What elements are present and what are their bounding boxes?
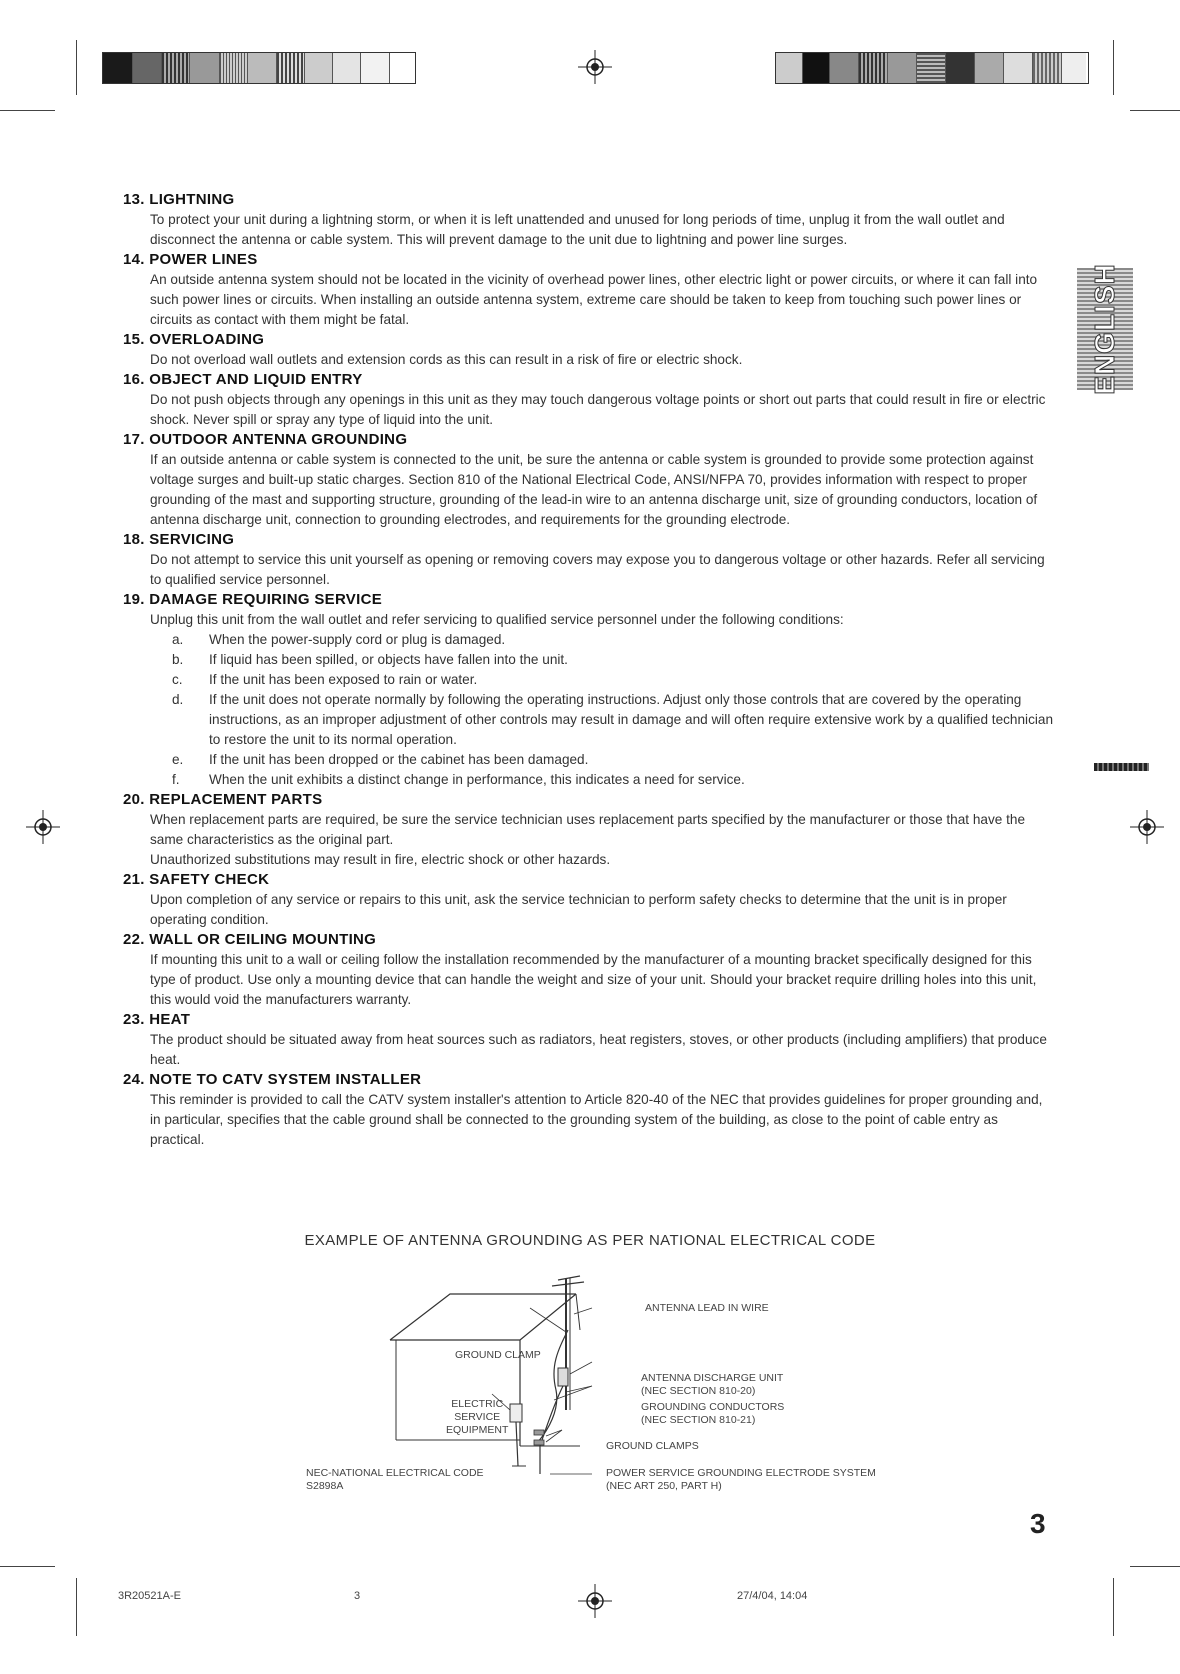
section-number: 20. <box>123 791 145 808</box>
label-line: POWER SERVICE GROUNDING ELECTRODE SYSTEM <box>606 1467 876 1479</box>
section <box>123 430 1053 530</box>
section-text: Unauthorized substitutions may result in fire, electric shock or other hazards. <box>150 852 611 867</box>
section-title: POWER LINES <box>149 251 258 268</box>
crop-mark <box>76 1578 77 1636</box>
section-number: 23. <box>123 1011 145 1028</box>
page-number: 3 <box>1030 1508 1046 1539</box>
language-tab <box>1077 263 1133 395</box>
section-text: This reminder is provided to call the CATV system installer's attention to Article 820-40 of the NEC that provides guidelines for proper grounding and, in particular, specifies that the cable ground shall be connected to the grounding system of the building, as close to the point of cable entry as practical. <box>150 1092 1043 1147</box>
section-title: DAMAGE REQUIRING SERVICE <box>149 591 383 608</box>
section-title: HEAT <box>149 1011 191 1028</box>
language-tab-label: ENGLISH <box>1089 263 1120 395</box>
list-text: When the unit exhibits a distinct change in performance, this indicates a need for service. <box>209 772 745 787</box>
crop-mark <box>0 1566 55 1567</box>
label-line: GROUNDING CONDUCTORS <box>641 1401 785 1413</box>
section-text: Do not push objects through any openings in this unit as they may touch dangerous voltage points or short out parts that could result in fire or electric shock. Never spill or spray any type of liquid into the unit. <box>150 392 1046 427</box>
section-number: 22. <box>123 931 145 948</box>
label-nec-note <box>306 1467 484 1493</box>
crop-mark <box>1130 110 1180 111</box>
list-letter: e. <box>172 752 184 767</box>
footer-left: 3R20521A-E <box>118 1590 181 1602</box>
section <box>123 870 1053 930</box>
label-line: EQUIPMENT <box>446 1424 509 1436</box>
section-text: When replacement parts are required, be sure the service technician uses replacement parts specified by the manufacturer or those that have the same characteristics as the original part. <box>150 812 1026 847</box>
label-line: SERVICE <box>454 1411 501 1423</box>
section-heading <box>123 590 1053 610</box>
section-text: Do not overload wall outlets and extension cords as this can result in a risk of fire or electric shock. <box>150 352 743 367</box>
list-letter: f. <box>172 772 180 787</box>
list-item <box>150 750 1053 770</box>
section-number: 18. <box>123 531 145 548</box>
section-heading <box>123 1010 1053 1030</box>
section <box>123 590 1053 790</box>
section-heading <box>123 870 1053 890</box>
section <box>123 190 1053 250</box>
section-number: 24. <box>123 1071 145 1088</box>
list-item <box>150 630 1053 650</box>
section-title: SAFETY CHECK <box>149 871 270 888</box>
crop-mark <box>1113 40 1114 95</box>
section-text: Upon completion of any service or repairs to this unit, ask the service technician to perform safety checks to determine that the unit is in proper operating condition. <box>150 892 1007 927</box>
section <box>123 930 1053 1010</box>
section-text: If mounting this unit to a wall or ceiling follow the installation recommended by the manufacturer of a mounting bracket specifically designed for this type of product. Use only a mounting device that can handle the weight and size of your unit. Should your bracket require drilling holes into this unit, this would void the manufacturers warranty. <box>150 952 1037 1007</box>
label-line: (NEC ART 250, PART H) <box>606 1480 722 1492</box>
section-text: An outside antenna system should not be located in the vicinity of overhead power lines, other electric light or power circuits, or where it can fall into such power lines or circuits. When installing an outside antenna system, extreme care should be taken to keep from touching such power lines or circuits as contact with them might be fatal. <box>150 272 1038 327</box>
list-item <box>150 690 1053 750</box>
label-line: (NEC SECTION 810-20) <box>641 1385 756 1397</box>
section <box>123 250 1053 330</box>
section-title: SERVICING <box>149 531 235 548</box>
crop-mark <box>76 40 77 95</box>
section-heading <box>123 1070 1053 1090</box>
list-letter: d. <box>172 692 184 707</box>
list-text: If liquid has been spilled, or objects have fallen into the unit. <box>209 652 568 667</box>
section-heading <box>123 250 1053 270</box>
section-title: NOTE TO CATV SYSTEM INSTALLER <box>149 1071 422 1088</box>
footer-center: 3 <box>354 1590 361 1602</box>
label-line: ELECTRIC <box>451 1398 504 1410</box>
list-text: If the unit has been dropped or the cabinet has been damaged. <box>209 752 589 767</box>
section-number: 19. <box>123 591 145 608</box>
crop-mark <box>1130 1566 1180 1567</box>
antenna-grounding-diagram <box>380 1270 640 1490</box>
list-letter: b. <box>172 652 184 667</box>
label-ground-clamp: GROUND CLAMP <box>455 1349 541 1361</box>
section-text: Do not attempt to service this unit yourself as opening or removing covers may expose you to dangerous voltage or other hazards. Refer all servicing to qualified service personnel. <box>150 552 1045 587</box>
section-text: If an outside antenna or cable system is connected to the unit, be sure the antenna or cable system is grounded to provide some protection against voltage surges and built-up static charges. Section 810 of the National Electrical Code, ANSI/NFPA 70, provides information with respect to proper grounding of the mast and supporting structure, grounding of the lead-in wire to an antenna discharge unit, size of grounding conductors, location of antenna discharge unit, connection to grounding electrodes, and requirements for the grounding electrode. <box>150 452 1038 527</box>
registration-mark-icon <box>578 50 612 84</box>
safety-instructions <box>123 190 1053 1150</box>
label-line: ANTENNA DISCHARGE UNIT <box>641 1372 784 1384</box>
footer-right: 27/4/04, 14:04 <box>737 1590 808 1602</box>
color-bar-right <box>775 52 1089 84</box>
label-line: S2898A <box>306 1480 344 1492</box>
section-number: 17. <box>123 431 145 448</box>
label-line: NEC-NATIONAL ELECTRICAL CODE <box>306 1467 484 1479</box>
section-title: OVERLOADING <box>149 331 265 348</box>
label-electric-service <box>446 1398 508 1437</box>
section <box>123 790 1053 870</box>
section-title: WALL OR CEILING MOUNTING <box>149 931 377 948</box>
section-title: REPLACEMENT PARTS <box>149 791 323 808</box>
section <box>123 1010 1053 1070</box>
conditions-list <box>150 630 1053 790</box>
label-line: (NEC SECTION 810-21) <box>641 1414 756 1426</box>
crop-mark <box>1113 1578 1114 1636</box>
label-discharge-unit <box>641 1372 783 1398</box>
registration-mark-icon <box>1130 810 1164 844</box>
section-title: OUTDOOR ANTENNA GROUNDING <box>149 431 408 448</box>
section-title: LIGHTNING <box>149 191 235 208</box>
registration-mark-icon <box>26 810 60 844</box>
list-letter: a. <box>172 632 184 647</box>
list-letter: c. <box>172 672 183 687</box>
label-ground-clamps: GROUND CLAMPS <box>606 1440 699 1452</box>
section-heading <box>123 790 1053 810</box>
sidebar-mark <box>1094 763 1149 771</box>
label-power-service <box>606 1467 876 1493</box>
list-item <box>150 770 1053 790</box>
section-number: 15. <box>123 331 145 348</box>
diagram-title: EXAMPLE OF ANTENNA GROUNDING AS PER NATIONAL ELECTRICAL CODE <box>304 1232 876 1249</box>
registration-mark-icon <box>578 1584 612 1618</box>
list-text: If the unit has been exposed to rain or water. <box>209 672 478 687</box>
section-heading <box>123 190 1053 210</box>
section-number: 14. <box>123 251 145 268</box>
list-text: If the unit does not operate normally by following the operating instructions. Adjust only those controls that are covered by the operating instructions, as an improper adjustment of other controls may result in damage and will often require extensive work by a qualified technician to restore the unit to its normal operation. <box>209 692 1054 747</box>
list-text: When the power-supply cord or plug is damaged. <box>209 632 506 647</box>
section <box>123 1070 1053 1150</box>
label-antenna-lead: ANTENNA LEAD IN WIRE <box>645 1302 769 1314</box>
section-number: 21. <box>123 871 145 888</box>
section-number: 13. <box>123 191 145 208</box>
section-heading <box>123 530 1053 550</box>
section-heading <box>123 370 1053 390</box>
section-heading <box>123 330 1053 350</box>
color-bar-left <box>102 52 416 84</box>
section-number: 16. <box>123 371 145 388</box>
section-text: Unplug this unit from the wall outlet and refer servicing to qualified service personnel under the following conditions: <box>150 612 844 627</box>
section <box>123 530 1053 590</box>
label-grounding-conductors <box>641 1401 784 1427</box>
list-item <box>150 650 1053 670</box>
section-heading <box>123 430 1053 450</box>
section <box>123 330 1053 370</box>
section <box>123 370 1053 430</box>
crop-mark <box>0 110 55 111</box>
section-heading <box>123 930 1053 950</box>
section-title: OBJECT AND LIQUID ENTRY <box>149 371 363 388</box>
section-text: The product should be situated away from heat sources such as radiators, heat registers, stoves, or other products (including amplifiers) that produce heat. <box>150 1032 1047 1067</box>
list-item <box>150 670 1053 690</box>
section-text: To protect your unit during a lightning storm, or when it is left unattended and unused for long periods of time, unplug it from the wall outlet and disconnect the antenna or cable system. This will prevent damage to the unit due to lightning and power line surges. <box>150 212 1005 247</box>
